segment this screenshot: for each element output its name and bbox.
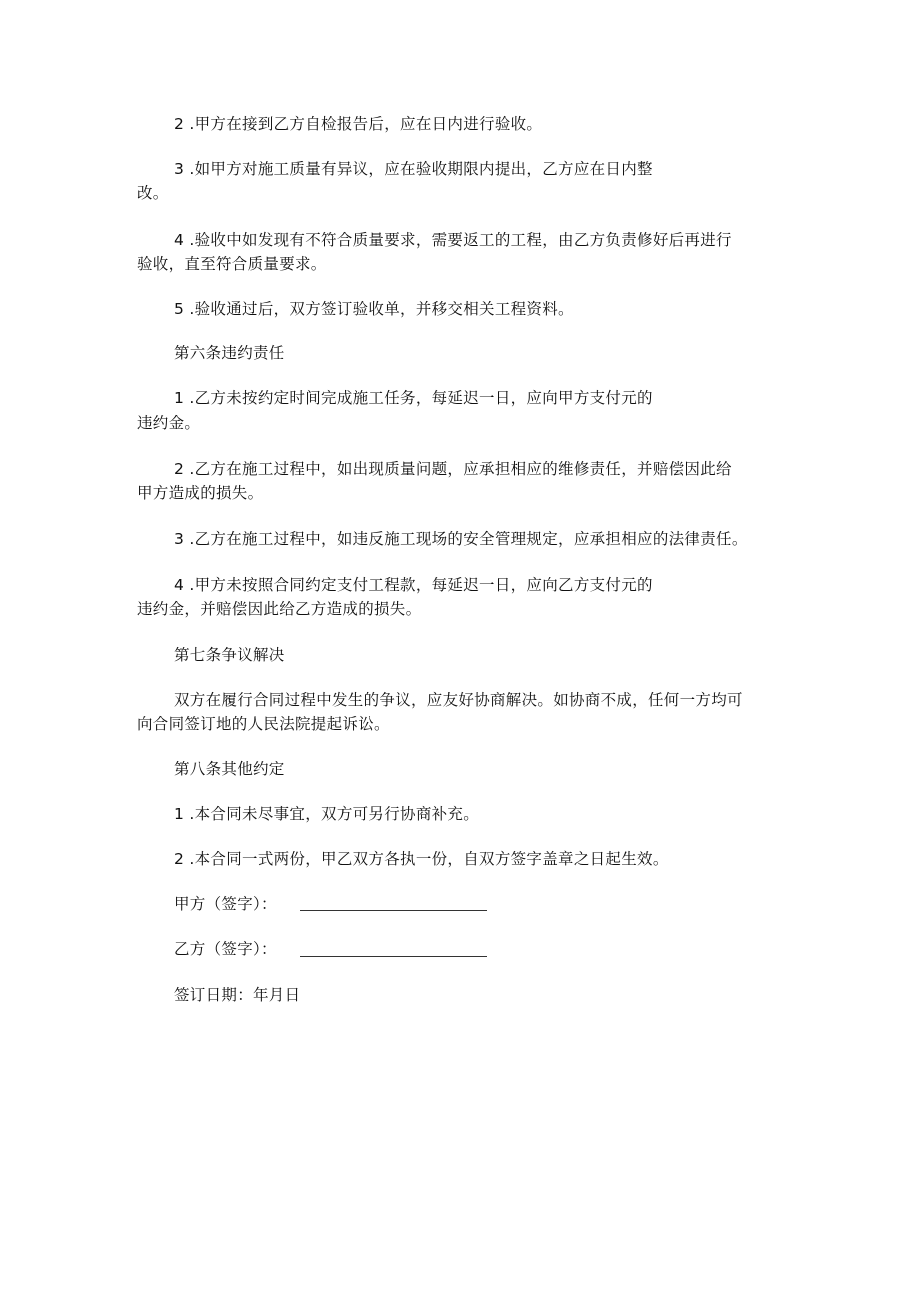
clause-7-paragraph-line-1: 双方在履行合同过程中发生的争议，应友好协商解决。如协商不成，任何一方均可 <box>174 691 743 709</box>
clause-7-paragraph-line-2: 向合同签订地的人民法院提起诉讼。 <box>137 715 390 733</box>
clause-5-item-4-line-1: 4 .验收中如发现有不符合质量要求，需要返工的工程，由乙方负责修好后再进行 <box>174 231 732 249</box>
party-b-signature-label: 乙方（签字）： <box>174 940 277 958</box>
clause-6-item-4-line-1: 4 .甲方未按照合同约定支付工程款，每延迟一日，应向乙方支付元的 <box>174 576 653 594</box>
party-b-signature-line <box>300 956 487 957</box>
clause-6-item-1-line-1: 1 .乙方未按约定时间完成施工任务，每延迟一日，应向甲方支付元的 <box>174 389 653 407</box>
clause-5-item-3-line-1: 3 .如甲方对施工质量有异议，应在验收期限内提出，乙方应在日内整 <box>174 160 653 178</box>
clause-6-item-4-line-2: 违约金，并赔偿因此给乙方造成的损失。 <box>137 600 422 618</box>
clause-5-item-2: 2 .甲方在接到乙方自检报告后，应在日内进行验收。 <box>174 115 543 133</box>
clause-8-item-2: 2 .本合同一式两份，甲乙双方各执一份，自双方签字盖章之日起生效。 <box>174 850 669 868</box>
article-6-heading: 第六条违约责任 <box>174 344 285 362</box>
clause-6-item-3: 3 .乙方在施工过程中，如违反施工现场的安全管理规定，应承担相应的法律责任。 <box>174 530 748 548</box>
article-8-heading: 第八条其他约定 <box>174 760 285 778</box>
clause-5-item-4-line-2: 验收，直至符合质量要求。 <box>137 255 327 273</box>
article-7-heading: 第七条争议解决 <box>174 646 285 664</box>
clause-6-item-2-line-2: 甲方造成的损失。 <box>137 484 264 502</box>
clause-5-item-3-line-2: 改。 <box>137 184 169 202</box>
signing-date: 签订日期：年月日 <box>174 986 301 1004</box>
party-a-signature-line <box>300 910 487 911</box>
party-a-signature-label: 甲方（签字）： <box>174 895 277 913</box>
clause-6-item-1-line-2: 违约金。 <box>137 414 201 432</box>
clause-5-item-5: 5 .验收通过后，双方签订验收单，并移交相关工程资料。 <box>174 300 574 318</box>
clause-8-item-1: 1 .本合同未尽事宜，双方可另行协商补充。 <box>174 805 480 823</box>
clause-6-item-2-line-1: 2 .乙方在施工过程中，如出现质量问题，应承担相应的维修责任，并赔偿因此给 <box>174 460 732 478</box>
